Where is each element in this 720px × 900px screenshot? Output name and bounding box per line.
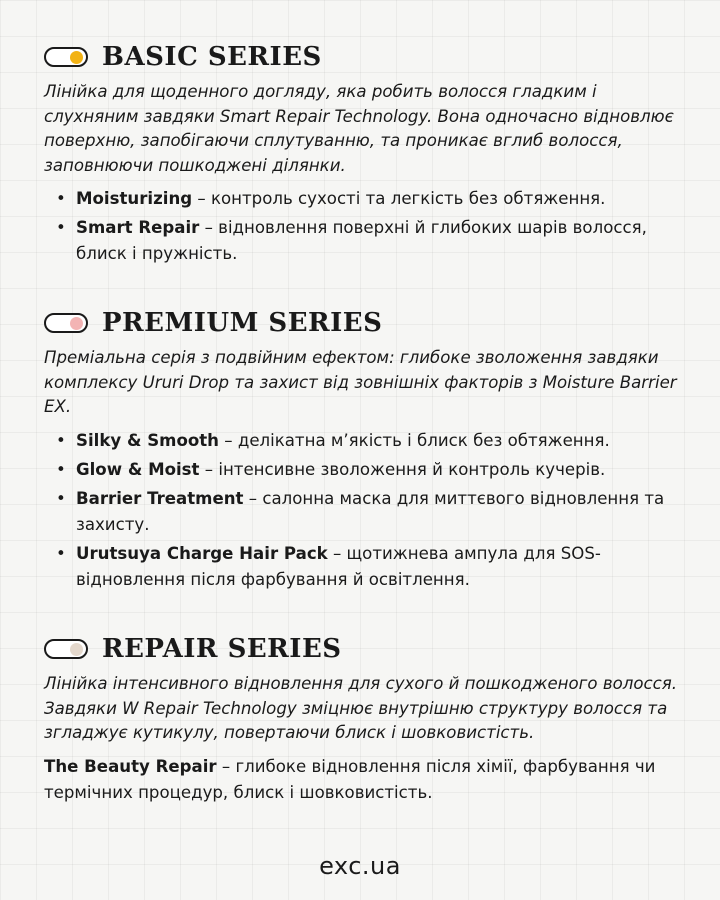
product-list [44, 428, 690, 593]
section-intro: Преміальна серія з подвійним ефектом: глибоке зволоження завдяки комплексу Ururi Drop та захист від зовнішніх факторів з Moisture Barrier EX. [44, 348, 677, 416]
section-intro: Лінійка для щоденного догляду, яка робить волосся гладким і слухняним завдяки Smart Repair Technology. Вона одночасно відновлює поверхню, запобігаючи сплутуванню, та проникає вглиб волосся, заповнюючи пошкоджені ділянки. [44, 82, 674, 175]
product-name: Smart Repair [76, 218, 200, 237]
repair-toggle-knob [70, 643, 83, 656]
list-item [44, 486, 690, 538]
product-name: Barrier Treatment [76, 488, 244, 508]
list-item [44, 541, 690, 593]
product-desc: – салонна маска для миттєвого відновлення та захисту. [76, 488, 665, 534]
basic-toggle-knob [70, 51, 83, 64]
repair-series-header [44, 630, 690, 668]
product-name: Silky & Smooth [76, 430, 219, 450]
product-paragraph [44, 754, 690, 806]
list-item [44, 215, 690, 267]
product-name: Glow & Moist [76, 459, 200, 479]
premium-series-header [44, 304, 690, 342]
product-desc: – делікатна м’якість і блиск без обтяження. [219, 430, 610, 450]
product-name: The Beauty Repair [44, 756, 217, 776]
toggle-icon [44, 639, 88, 659]
product-name: Moisturizing [76, 189, 193, 208]
repair-series-section [44, 630, 690, 806]
toggle-icon [44, 313, 88, 333]
product-desc: – глибоке відновлення після хімії, фарбування чи термічних процедур, блиск і шовковистість. [44, 756, 656, 802]
product-name: Urutsuya Charge Hair Pack [76, 543, 328, 563]
basic-series-header [44, 38, 690, 76]
footer-link[interactable]: exc.ua [319, 852, 401, 880]
toggle-icon [44, 47, 88, 67]
basic-series-section [44, 38, 690, 270]
product-desc: – щотижнева ампула для SOS-відновлення після фарбування й освітлення. [76, 543, 601, 589]
premium-toggle-knob [70, 317, 83, 330]
section-title: REPAIR SERIES [102, 634, 342, 664]
section-title: PREMIUM SERIES [102, 308, 383, 338]
premium-series-section [44, 304, 690, 596]
product-desc: – відновлення поверхні й глибоких шарів волосся, блиск і пружність. [76, 218, 647, 263]
section-title: BASIC SERIES [102, 42, 322, 72]
product-desc: – контроль сухості та легкість без обтяження. [192, 189, 606, 208]
list-item [44, 428, 690, 454]
list-item [44, 186, 690, 212]
product-desc: – інтенсивне зволоження й контроль кучерів. [199, 459, 606, 479]
product-list [44, 186, 690, 267]
list-item [44, 457, 690, 483]
section-intro: Лінійка інтенсивного відновлення для сухого й пошкодженого волосся. Завдяки W Repair Technology зміцнює внутрішню структуру волосся та згладжує кутикулу, повертаючи блиск і шовковистість. [44, 674, 678, 742]
